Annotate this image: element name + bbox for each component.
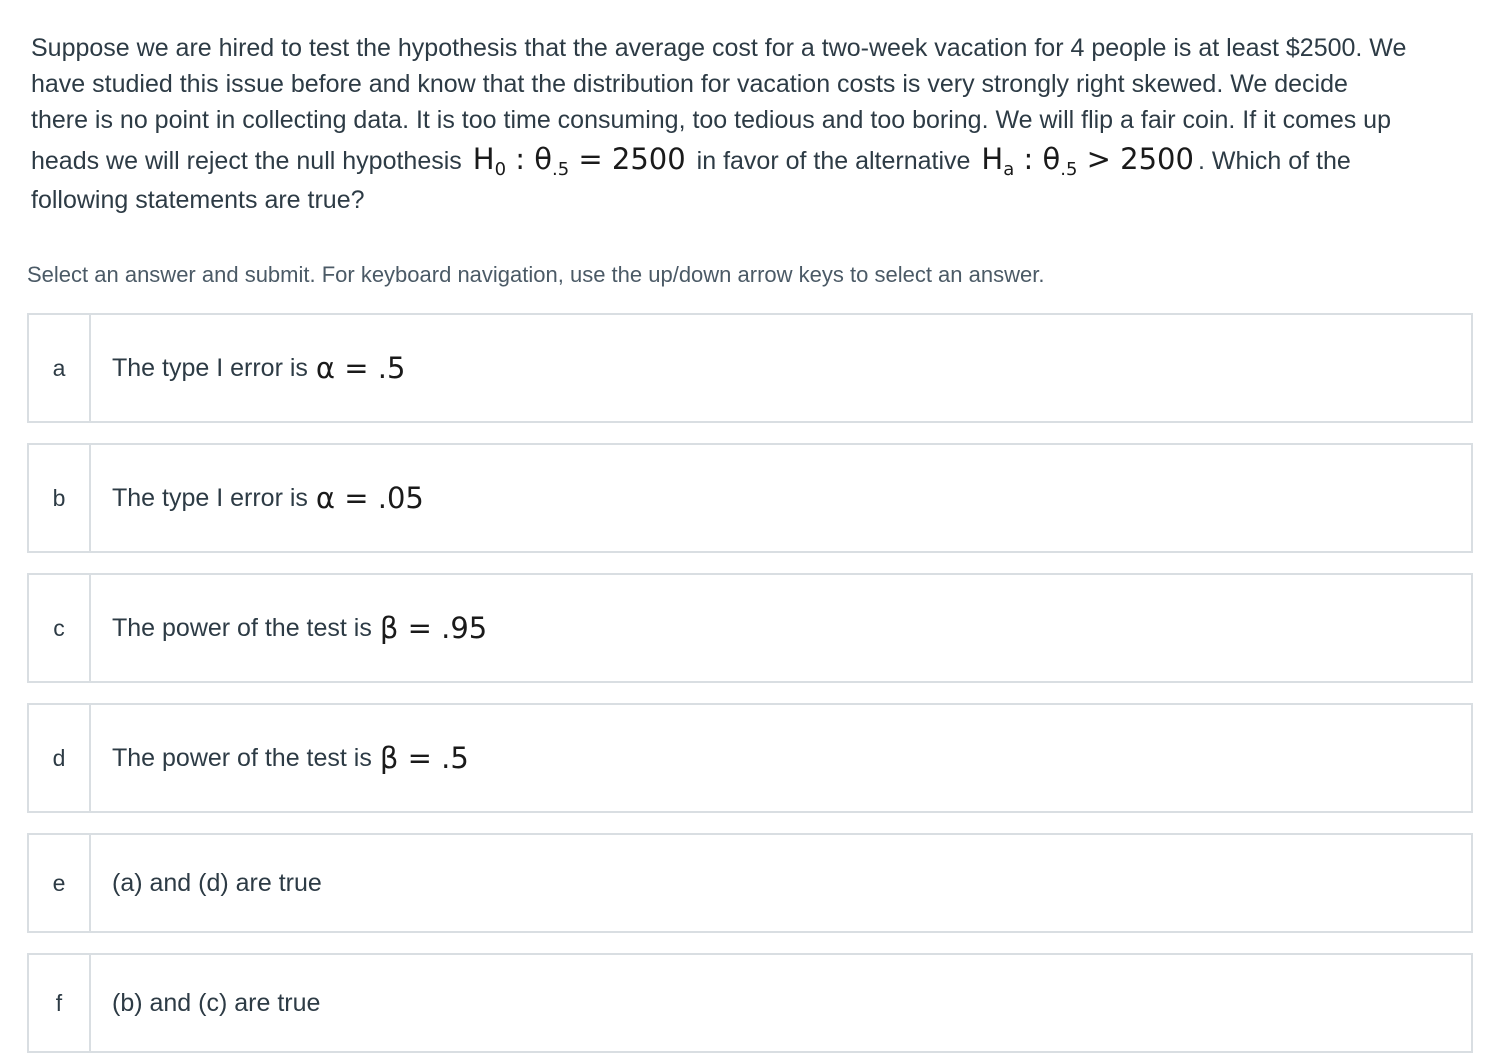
question-line-1: Suppose we are hired to test the hypothesis that the average cost for a two-week vacation for 4 people is at least $2500. We bbox=[31, 34, 1407, 62]
instructions-text: Select an answer and submit. For keyboard navigation, use the up/down arrow keys to select an answer. bbox=[27, 262, 1045, 287]
answer-math: α = .5 bbox=[315, 351, 406, 385]
answer-letter: a bbox=[29, 315, 91, 421]
null-hypothesis-theta: θ bbox=[534, 142, 552, 176]
answer-option-f[interactable] bbox=[27, 953, 1473, 1053]
null-hypothesis-relation: = 2500 bbox=[569, 142, 686, 176]
alt-hypothesis-symbol: H bbox=[981, 142, 1004, 176]
alt-hypothesis-relation: > 2500 bbox=[1077, 142, 1194, 176]
null-hypothesis-symbol: H bbox=[472, 142, 495, 176]
answer-text bbox=[91, 835, 322, 931]
question-line-4-start: heads we will reject the null hypothesis bbox=[31, 147, 462, 175]
answer-math: α = .05 bbox=[315, 481, 424, 515]
question-text bbox=[31, 30, 1476, 218]
question-line-4-end: . Which of the bbox=[1197, 147, 1351, 175]
alt-hypothesis bbox=[977, 142, 1198, 180]
alt-hypothesis-sub: a bbox=[1003, 159, 1015, 180]
null-hypothesis bbox=[469, 142, 690, 180]
answer-letter: d bbox=[29, 705, 91, 811]
question-line-3: there is no point in collecting data. It is too time consuming, too tedious and too boring. We will flip a fair coin. If it comes up bbox=[31, 106, 1391, 134]
answer-label: (b) and (c) are true bbox=[112, 988, 321, 1017]
answer-letter: c bbox=[29, 575, 91, 681]
answer-math: β = .5 bbox=[379, 741, 469, 775]
answer-option-e[interactable] bbox=[27, 833, 1473, 933]
null-hypothesis-sub: 0 bbox=[494, 159, 507, 180]
answer-label: The power of the test is bbox=[112, 743, 372, 772]
alt-hypothesis-theta-sub: .5 bbox=[1060, 159, 1078, 180]
question-line-4 bbox=[31, 136, 1476, 182]
alt-hypothesis-colon: : bbox=[1014, 142, 1043, 176]
answer-option-b[interactable] bbox=[27, 443, 1473, 553]
answer-text bbox=[91, 315, 409, 421]
answer-text bbox=[91, 955, 320, 1051]
answer-letter: e bbox=[29, 835, 91, 931]
question-line-4-mid: in favor of the alternative bbox=[696, 147, 971, 175]
answer-text bbox=[91, 445, 428, 551]
answer-text bbox=[91, 575, 491, 681]
answer-option-d[interactable] bbox=[27, 703, 1473, 813]
answer-text bbox=[91, 705, 473, 811]
answer-letter: f bbox=[29, 955, 91, 1051]
null-hypothesis-colon: : bbox=[506, 142, 535, 176]
answer-label: (a) and (d) are true bbox=[112, 868, 322, 897]
question-line-2: have studied this issue before and know that the distribution for vacation costs is very strongly right skewed. We decide bbox=[31, 70, 1348, 98]
answer-math: β = .95 bbox=[379, 611, 488, 645]
answer-option-c[interactable] bbox=[27, 573, 1473, 683]
question-line-5: following statements are true? bbox=[31, 186, 365, 214]
answer-option-a[interactable] bbox=[27, 313, 1473, 423]
answer-label: The type I error is bbox=[112, 483, 308, 512]
answer-label: The power of the test is bbox=[112, 613, 372, 642]
null-hypothesis-theta-sub: .5 bbox=[551, 159, 570, 180]
answer-letter: b bbox=[29, 445, 91, 551]
answer-label: The type I error is bbox=[112, 353, 308, 382]
alt-hypothesis-theta: θ bbox=[1042, 142, 1061, 176]
